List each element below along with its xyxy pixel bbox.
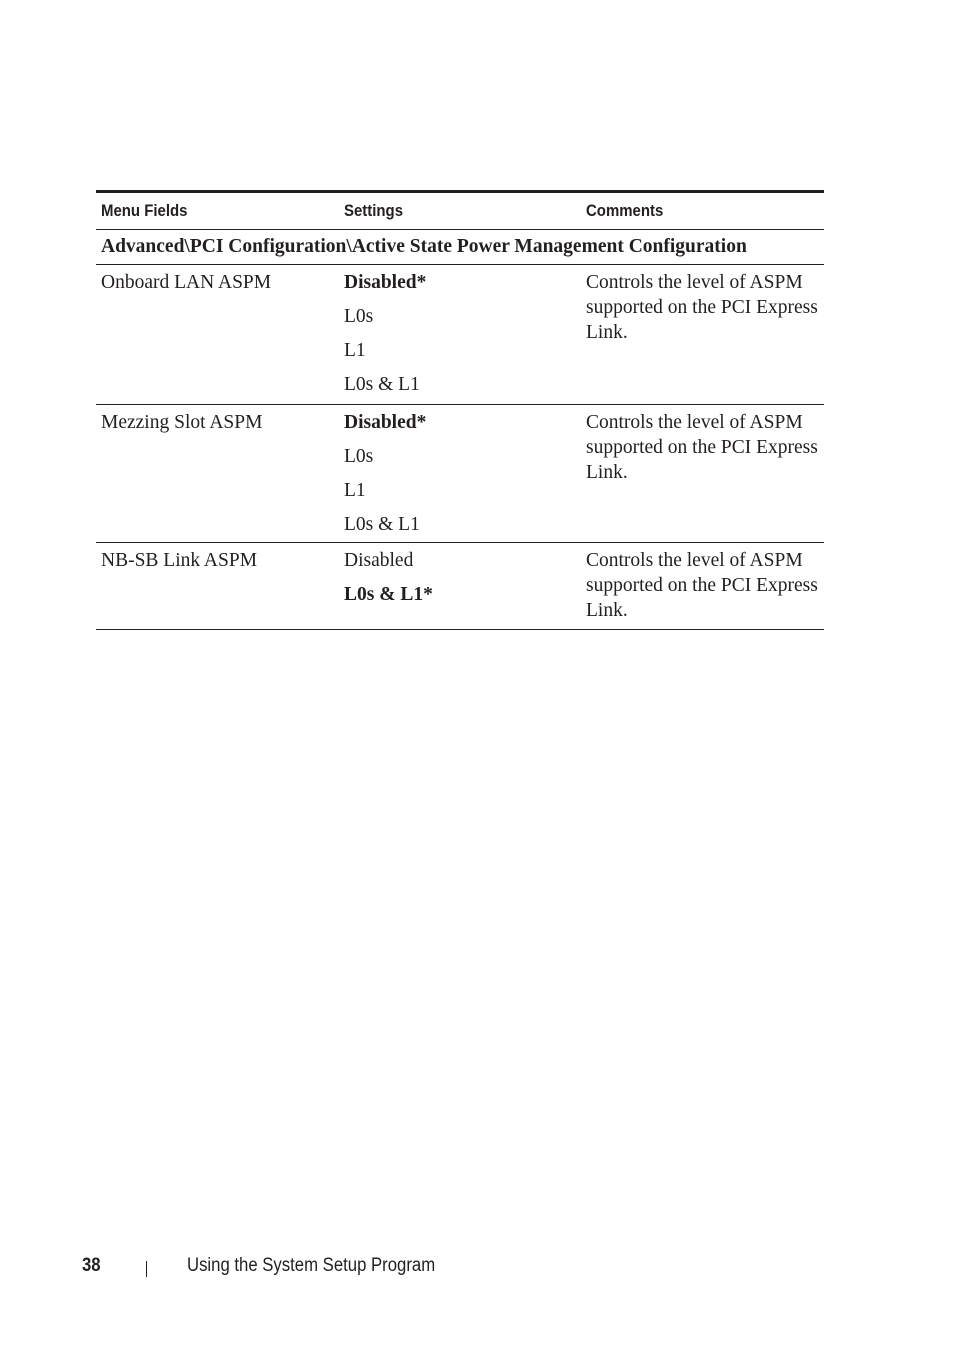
- chapter-title: Using the System Setup Program: [187, 1255, 436, 1276]
- header-settings: Settings: [344, 201, 404, 220]
- header-comments: Comments: [586, 201, 664, 220]
- header-menu-fields: Menu Fields: [101, 201, 188, 220]
- menu-field-name: Onboard LAN ASPM: [101, 272, 272, 293]
- table-row: [96, 405, 824, 543]
- setting-option: L1: [344, 480, 366, 501]
- comment-text: Controls the level of ASPM supported on the PCI Express Link.: [586, 412, 818, 483]
- settings-table: [96, 190, 824, 630]
- setting-option: L0s & L1: [344, 374, 420, 395]
- comment-text: Controls the level of ASPM supported on the PCI Express Link.: [586, 272, 818, 343]
- page-number: 38: [82, 1255, 101, 1276]
- settings-list: [339, 265, 581, 404]
- page-footer: [82, 1255, 682, 1283]
- table-row: [96, 265, 824, 405]
- setting-option: L0s: [344, 306, 374, 327]
- setting-option: L0s & L1: [344, 514, 420, 535]
- menu-field-name: NB-SB Link ASPM: [101, 550, 258, 571]
- setting-option-default: L0s & L1*: [344, 584, 433, 605]
- table-row: [96, 543, 824, 630]
- menu-field-name: Mezzing Slot ASPM: [101, 412, 263, 433]
- section-title: Advanced\PCI Configuration\Active State Power Management Configuration: [96, 230, 824, 265]
- settings-list: [339, 405, 581, 542]
- setting-option-default: Disabled*: [344, 412, 427, 433]
- setting-option-default: Disabled*: [344, 272, 427, 293]
- table-header-row: [96, 193, 824, 230]
- comment-text: Controls the level of ASPM supported on the PCI Express Link.: [586, 550, 818, 621]
- setting-option: L0s: [344, 446, 374, 467]
- footer-separator: [146, 1261, 147, 1277]
- setting-option: Disabled: [344, 550, 414, 571]
- settings-list: [339, 543, 581, 629]
- setting-option: L1: [344, 340, 366, 361]
